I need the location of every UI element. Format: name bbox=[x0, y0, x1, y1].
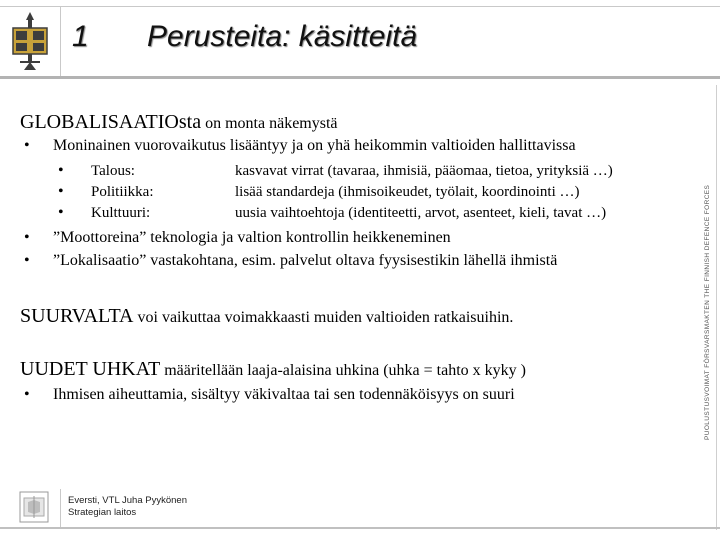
footer-department: Strategian laitos bbox=[68, 507, 137, 518]
section-globalisaatio-heading bbox=[20, 111, 338, 134]
section-lead-text: on monta näkemystä bbox=[201, 115, 338, 132]
section-uudet-uhkat-heading bbox=[20, 358, 526, 381]
sub-bullet-category: Kulttuuri: bbox=[91, 205, 151, 221]
sub-bullet-description: lisää standardeja (ihmisoikeudet, työlait, koordinointi …) bbox=[235, 184, 580, 200]
section-lead-term: GLOBALISAATIOsta bbox=[20, 111, 202, 133]
sub-bullet-marker: • bbox=[58, 204, 64, 221]
header-bottom-rule bbox=[0, 76, 720, 79]
side-band-rule bbox=[716, 85, 717, 530]
footer-rule bbox=[0, 527, 720, 529]
section-suurvalta-heading bbox=[20, 305, 513, 328]
bullet-item: ”Moottoreina” teknologia ja valtion kontrollin heikkeneminen bbox=[53, 229, 451, 246]
bullet-item: Ihmisen aiheuttamia, sisältyy väkivaltaa tai sen todennäköisyys on suuri bbox=[53, 386, 515, 403]
bullet-marker: • bbox=[24, 229, 30, 246]
chapter-number: 1 bbox=[72, 20, 89, 53]
bullet-marker: • bbox=[24, 252, 30, 269]
bullet-item: ”Lokalisaatio” vastakohtana, esim. palvelut oltava fyysisestikin lähellä ihmistä bbox=[53, 252, 558, 269]
section-lead-term: SUURVALTA bbox=[20, 305, 134, 327]
bullet-marker: • bbox=[24, 386, 30, 403]
defence-forces-emblem-icon bbox=[8, 10, 52, 72]
footer-separator bbox=[60, 489, 61, 529]
section-lead-text: voi vaikuttaa voimakkaasti muiden valtioiden ratkaisuihin. bbox=[133, 309, 514, 326]
footer-author bbox=[68, 495, 187, 519]
header-top-rule bbox=[0, 6, 720, 7]
sub-bullet-marker: • bbox=[58, 162, 64, 179]
footer-emblem-icon bbox=[18, 490, 50, 524]
side-band-label: PUOLUSTUSVOIMAT FÖRSVARSMAKTEN THE FINNISH DEFENCE FORCES bbox=[704, 184, 711, 440]
bullet-item: Moninainen vuorovaikutus lisääntyy ja on yhä heikommin valtioiden hallittavissa bbox=[53, 137, 576, 154]
sub-bullet-marker: • bbox=[58, 183, 64, 200]
section-lead-term: UUDET UHKAT bbox=[20, 358, 161, 380]
header-logo-separator bbox=[60, 6, 61, 76]
bullet-marker: • bbox=[24, 137, 30, 154]
sub-bullet-category: Politiikka: bbox=[91, 184, 154, 200]
sub-bullet-description: uusia vaihtoehtoja (identiteetti, arvot, asenteet, kieli, tavat …) bbox=[235, 205, 607, 221]
footer-author-name: Eversti, VTL Juha Pyykönen bbox=[68, 495, 187, 506]
sub-bullet-description: kasvavat virrat (tavaraa, ihmisiä, pääomaa, tietoa, yrityksiä …) bbox=[235, 163, 613, 179]
section-lead-text: määritellään laaja-alaisina uhkina (uhka = tahto x kyky ) bbox=[160, 362, 526, 379]
slide-title: Perusteita: käsitteitä bbox=[147, 20, 418, 53]
sub-bullet-category: Talous: bbox=[91, 163, 135, 179]
